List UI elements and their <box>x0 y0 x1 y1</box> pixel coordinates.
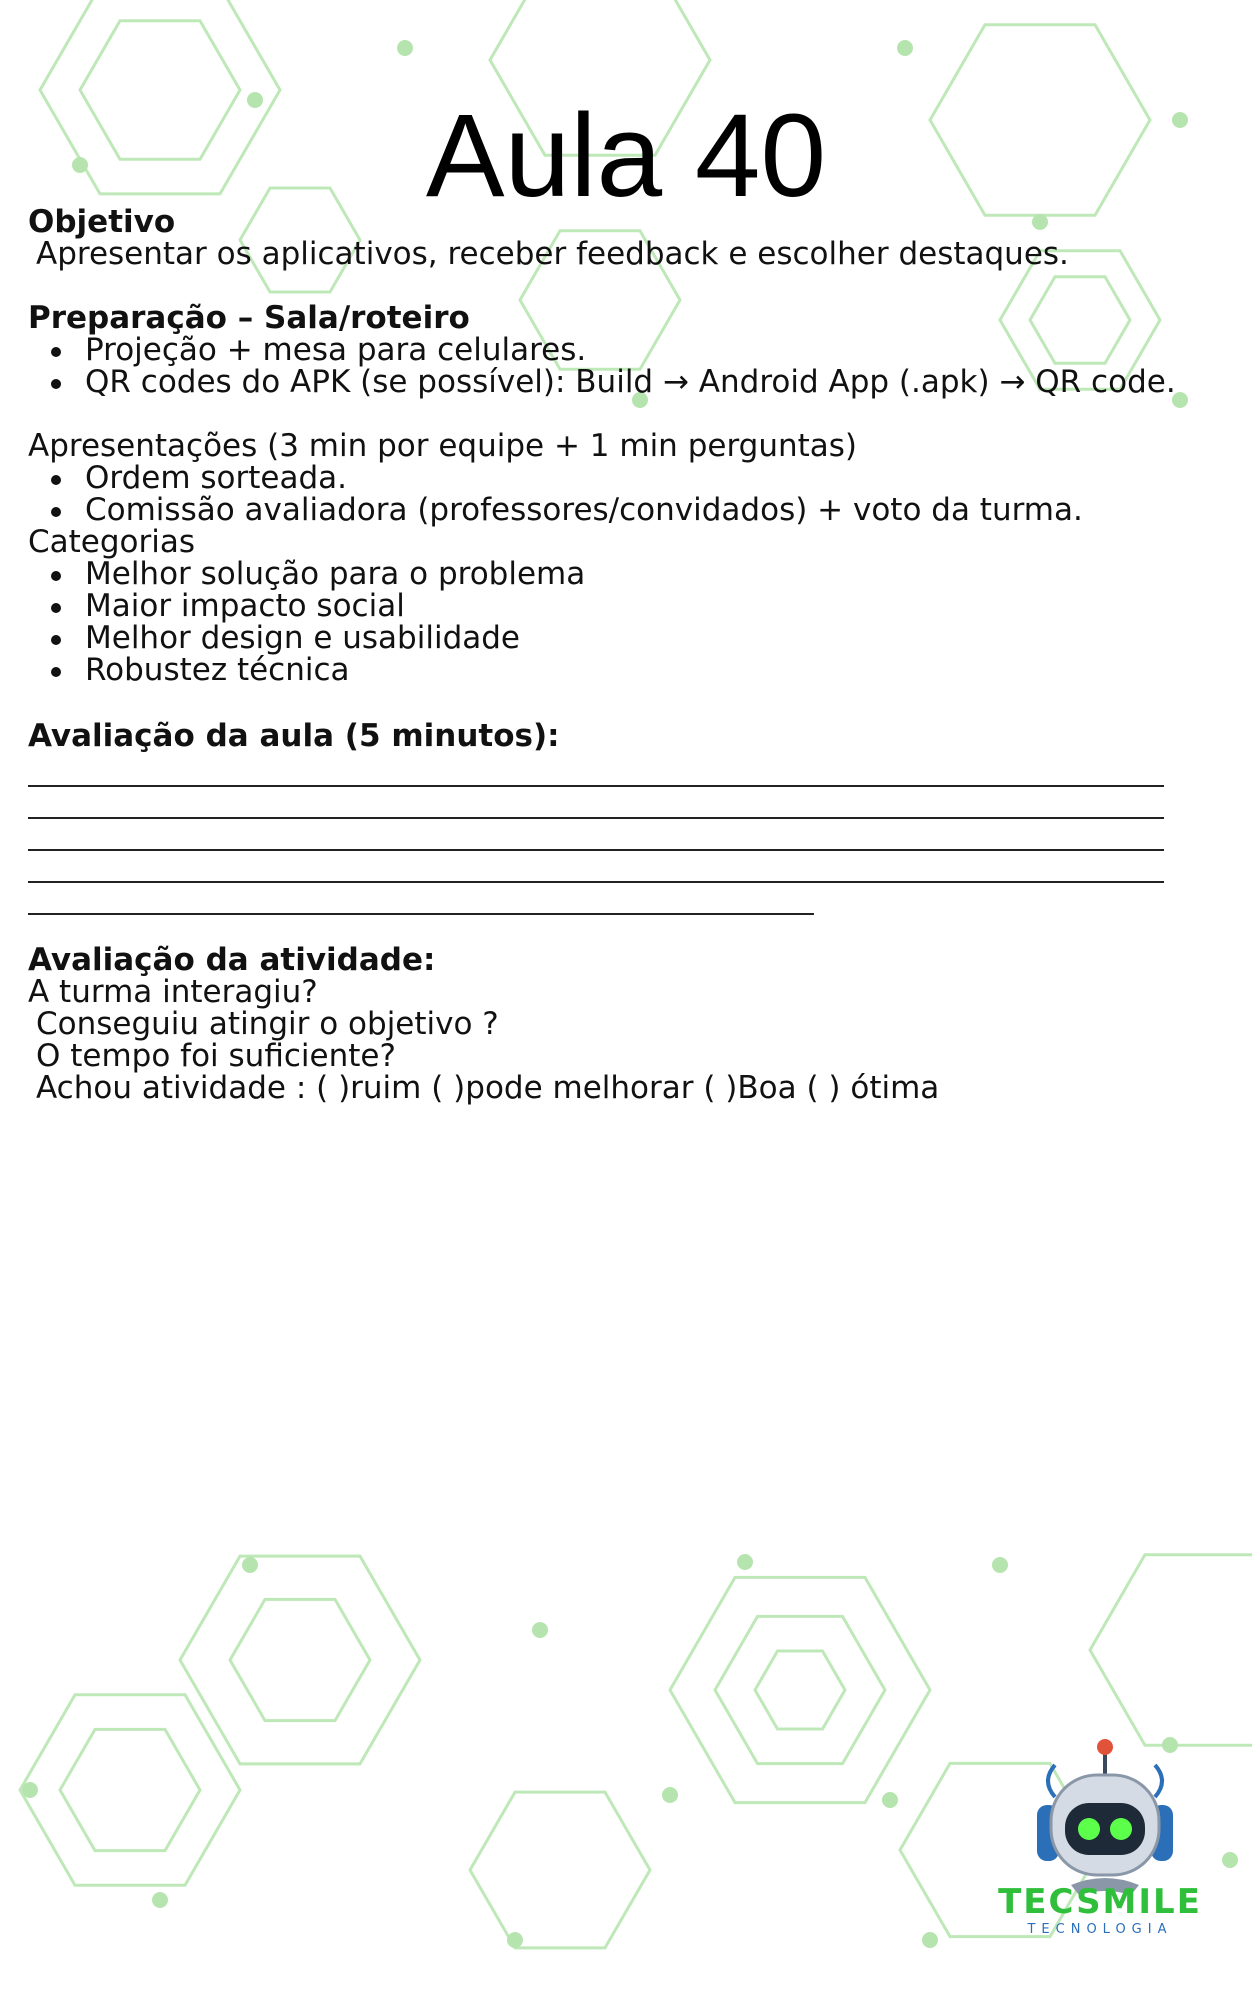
list-item: Melhor design e usabilidade <box>28 622 585 654</box>
avaliacao-aula-heading: Avaliação da aula (5 minutos): <box>28 718 560 754</box>
categorias-list <box>28 558 585 686</box>
answer-line[interactable] <box>28 913 814 915</box>
brand-name: TECSMILE <box>998 1882 1202 1922</box>
question-tempo: O tempo foi suficiente? <box>36 1038 396 1074</box>
list-item: Robustez técnica <box>28 654 585 686</box>
answer-line[interactable] <box>28 881 1164 883</box>
apresentacoes-heading: Apresentações (3 min por equipe + 1 min perguntas) <box>28 428 858 464</box>
objetivo-heading: Objetivo <box>28 204 176 240</box>
brand-subtitle: TECNOLOGIA <box>1027 1922 1173 1937</box>
answer-line[interactable] <box>28 849 1164 851</box>
preparacao-list <box>28 334 1176 398</box>
answer-line[interactable] <box>28 817 1164 819</box>
list-item: QR codes do APK (se possível): Build → Android App (.apk) → QR code. <box>28 366 1176 398</box>
answer-line[interactable] <box>28 785 1164 787</box>
preparacao-heading: Preparação – Sala/roteiro <box>28 300 470 336</box>
question-rating: Achou atividade : ( )ruim ( )pode melhorar ( )Boa ( ) ótima <box>36 1070 940 1106</box>
list-item: Melhor solução para o problema <box>28 558 585 590</box>
list-item: Ordem sorteada. <box>28 462 1083 494</box>
question-turma: A turma interagiu? <box>28 974 318 1010</box>
objetivo-text: Apresentar os aplicativos, receber feedback e escolher destaques. <box>36 236 1069 272</box>
apresentacoes-list <box>28 462 1083 526</box>
page-title: Aula 40 <box>425 90 827 222</box>
categorias-heading: Categorias <box>28 524 196 560</box>
list-item: Comissão avaliadora (professores/convidados) + voto da turma. <box>28 494 1083 526</box>
list-item: Maior impacto social <box>28 590 585 622</box>
list-item: Projeção + mesa para celulares. <box>28 334 1176 366</box>
question-objetivo: Conseguiu atingir o objetivo ? <box>36 1006 499 1042</box>
avaliacao-atividade-heading: Avaliação da atividade: <box>28 942 436 978</box>
